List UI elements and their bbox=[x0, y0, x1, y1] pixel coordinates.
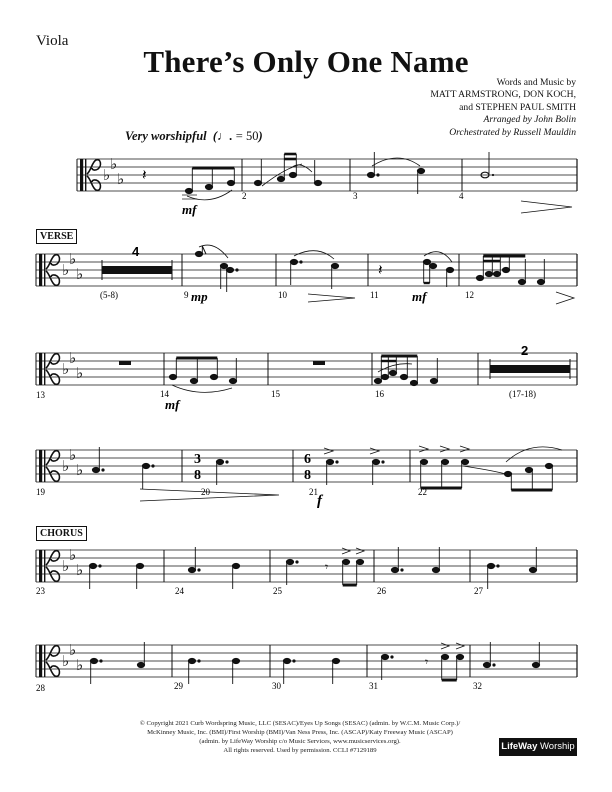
measure-number: 29 bbox=[174, 681, 183, 691]
logo-brand: LifeWay bbox=[501, 741, 538, 752]
measure-number: 22 bbox=[418, 487, 427, 497]
time-signature-m20 bbox=[194, 452, 201, 483]
notes-m11 bbox=[423, 259, 453, 287]
logo-word: Worship bbox=[540, 741, 575, 752]
measure-number: 19 bbox=[36, 487, 45, 497]
notes-m10 bbox=[290, 259, 338, 289]
svg-text:3: 3 bbox=[194, 452, 201, 467]
notes-chorus-b bbox=[90, 642, 539, 684]
tempo-value: = 50 bbox=[235, 129, 259, 143]
measure-number: 31 bbox=[369, 681, 378, 691]
svg-text:♭: ♭ bbox=[69, 548, 77, 564]
dynamic-m21: f bbox=[317, 493, 322, 509]
svg-text:8: 8 bbox=[304, 468, 311, 483]
measure-number: 28 bbox=[36, 683, 45, 693]
tempo-text: Very worshipful bbox=[125, 129, 207, 143]
svg-text:♭: ♭ bbox=[117, 172, 125, 188]
system-2 bbox=[36, 244, 577, 304]
copyright-line-3: (admin. by LifeWay Worship c/o Music Services, www.musicservices.org). bbox=[199, 738, 401, 745]
dynamic-m1: mf bbox=[182, 202, 197, 217]
measure-number: 21 bbox=[309, 487, 318, 497]
measure-number: (17-18) bbox=[509, 389, 536, 399]
system-3 bbox=[36, 343, 577, 412]
credits-line-2: MATT ARMSTRONG, DON KOCH, bbox=[430, 89, 576, 101]
measure-number: 24 bbox=[175, 586, 184, 596]
decrescendo-hairpin bbox=[556, 292, 574, 304]
dynamic-m14: mf bbox=[165, 397, 180, 412]
copyright-line-1: © Copyright 2021 Curb Wordspring Music, LLC (SESAC)/Eyes Up Songs (SESAC) (admin. by W.C.M. Music Corp.)/ bbox=[139, 720, 461, 727]
dynamic-m9: mp bbox=[191, 289, 208, 304]
svg-text:♭: ♭ bbox=[69, 252, 77, 268]
copyright-footer bbox=[100, 719, 500, 755]
dynamic-m11: mf bbox=[412, 289, 427, 304]
system-1 bbox=[77, 152, 577, 217]
measure-number: 3 bbox=[353, 191, 358, 201]
instrument-name: Viola bbox=[36, 33, 69, 49]
measure-number: 23 bbox=[36, 586, 45, 596]
multirest-count: 2 bbox=[521, 343, 529, 358]
system-6 bbox=[36, 642, 577, 693]
whole-rest-icon bbox=[119, 361, 131, 365]
measure-number: 14 bbox=[160, 389, 169, 399]
svg-text:6: 6 bbox=[304, 452, 311, 467]
measure-number: 32 bbox=[473, 681, 482, 691]
notes-m1 bbox=[182, 168, 235, 199]
svg-text:♭: ♭ bbox=[103, 168, 111, 184]
lifeway-worship-logo bbox=[499, 738, 577, 756]
notes-m9 bbox=[195, 246, 238, 292]
notes-m22 bbox=[419, 446, 553, 490]
system-5 bbox=[36, 547, 577, 596]
measure-number: 11 bbox=[370, 290, 379, 300]
whole-rest-icon bbox=[313, 361, 325, 365]
time-signature-m21 bbox=[304, 452, 311, 483]
svg-text:♭: ♭ bbox=[69, 448, 77, 464]
system-4 bbox=[36, 446, 577, 509]
svg-text:♭: ♭ bbox=[69, 643, 77, 659]
measure-number: 2 bbox=[242, 191, 247, 201]
measure-number: 13 bbox=[36, 390, 45, 400]
arranger-credit: Arranged by John Bolin bbox=[483, 114, 576, 126]
measure-number: 15 bbox=[271, 389, 280, 399]
tempo-note-icon: (♩. bbox=[209, 129, 233, 143]
measure-number: 4 bbox=[459, 191, 464, 201]
measure-number: 27 bbox=[474, 586, 483, 596]
eighth-rest-icon: 𝄾 bbox=[325, 560, 329, 574]
svg-text:♭: ♭ bbox=[62, 263, 70, 279]
key-signature-icon bbox=[103, 157, 124, 188]
measure-number: 30 bbox=[272, 681, 281, 691]
measure-number: 26 bbox=[377, 586, 386, 596]
multirest-count: 4 bbox=[132, 244, 140, 259]
rehearsal-mark-chorus: CHORUS bbox=[36, 526, 87, 541]
svg-text:♭: ♭ bbox=[62, 654, 70, 670]
svg-text:♭: ♭ bbox=[110, 157, 118, 173]
measure-number: 25 bbox=[273, 586, 282, 596]
decrescendo-hairpin bbox=[308, 294, 355, 302]
measure-number: 10 bbox=[278, 290, 287, 300]
decrescendo-hairpin bbox=[521, 201, 572, 213]
svg-text:♭: ♭ bbox=[62, 362, 70, 378]
credits-line-1: Words and Music by bbox=[496, 77, 576, 88]
notes-m20 bbox=[216, 459, 228, 485]
svg-text:♭: ♭ bbox=[76, 563, 84, 579]
copyright-line-4: All rights reserved. Used by permission. CCLI #7129189 bbox=[223, 747, 377, 754]
svg-text:♭: ♭ bbox=[76, 463, 84, 479]
svg-text:♭: ♭ bbox=[76, 658, 84, 674]
notes-m21 bbox=[324, 448, 384, 485]
eighth-rest-icon: 𝄾 bbox=[425, 655, 429, 669]
notes-m19 bbox=[92, 447, 154, 489]
notes-m4 bbox=[481, 152, 494, 178]
measure-number: 20 bbox=[201, 487, 210, 497]
rehearsal-mark-verse: VERSE bbox=[36, 229, 77, 244]
measure-number: 16 bbox=[375, 389, 384, 399]
svg-text:♭: ♭ bbox=[76, 267, 84, 283]
quarter-rest-icon: 𝄽 bbox=[378, 263, 383, 279]
svg-text:♭: ♭ bbox=[62, 459, 70, 475]
orchestrator-credit: Orchestrated by Russell Mauldin bbox=[449, 126, 576, 138]
copyright-line-2: McKinney Music, Inc. (BMI)/First Worship (BMI)/Van Ness Press, Inc. (ASCAP)/Katy Freeway Music (ASCAP) bbox=[147, 729, 453, 736]
notes-m14 bbox=[169, 358, 236, 384]
svg-text:♭: ♭ bbox=[69, 351, 77, 367]
tempo-close-paren: ) bbox=[258, 129, 263, 143]
measure-number: 9 bbox=[184, 290, 189, 300]
svg-text:8: 8 bbox=[194, 468, 201, 483]
quarter-rest-icon: 𝄽 bbox=[142, 168, 147, 184]
measure-number: (5-8) bbox=[100, 290, 118, 300]
notes-m16 bbox=[374, 356, 437, 386]
credits-line-3: and STEPHEN PAUL SMITH bbox=[459, 101, 576, 113]
song-title: There’s Only One Name bbox=[143, 44, 469, 79]
svg-text:♭: ♭ bbox=[76, 366, 84, 382]
svg-text:♭: ♭ bbox=[62, 559, 70, 575]
measure-number: 12 bbox=[465, 290, 474, 300]
